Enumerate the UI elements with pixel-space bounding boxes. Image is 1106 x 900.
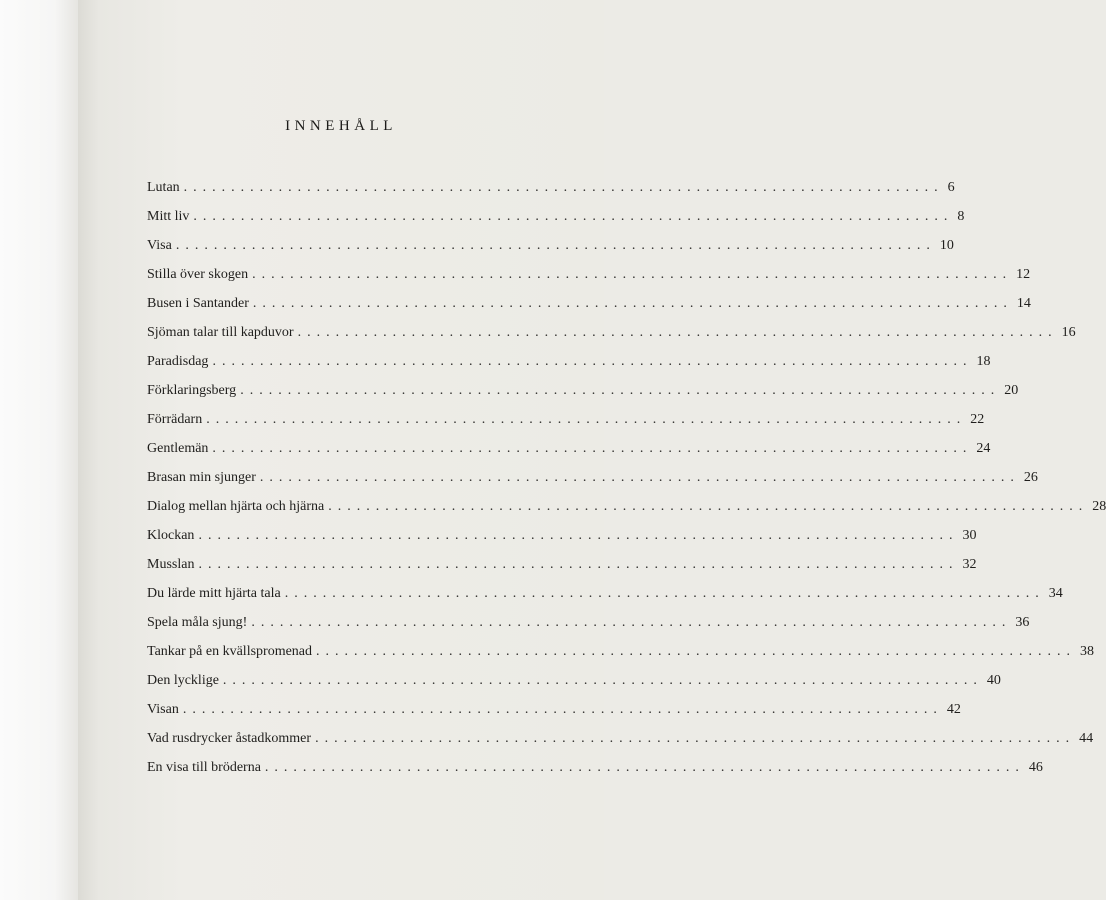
toc-entry-page-number: 24 <box>976 441 991 456</box>
toc-entry <box>147 615 1030 644</box>
dot-leader: ................................................................................ <box>259 470 1020 485</box>
toc-entry-page-number: 36 <box>1015 615 1030 630</box>
toc-entry <box>147 383 1019 412</box>
dot-leader: ................................................................................ <box>222 673 983 688</box>
toc-entry <box>147 470 1038 499</box>
toc-entry-page-number: 40 <box>986 673 1001 688</box>
toc-entry-page-number: 44 <box>1079 731 1094 746</box>
toc-entry-page-number: 10 <box>939 238 954 253</box>
toc-entry-title: Brasan min sjunger <box>147 470 256 485</box>
toc-entry <box>147 238 954 267</box>
toc-entry-title: Förrädarn <box>147 412 203 427</box>
toc-entry-title: Musslan <box>147 557 195 572</box>
dot-leader: ................................................................................ <box>284 586 1045 601</box>
toc-entry <box>147 557 977 586</box>
toc-entry-title: Mitt liv <box>147 209 190 224</box>
toc-entry-page-number: 22 <box>970 412 985 427</box>
toc-entry-title: Paradisdag <box>147 354 209 369</box>
toc-entry-page-number: 38 <box>1080 644 1095 659</box>
toc-entry <box>147 528 977 557</box>
toc-entry-title: Förklaringsberg <box>147 383 237 398</box>
toc-entry-page-number: 34 <box>1048 586 1063 601</box>
toc-entry-title: Tankar på en kvällspromenad <box>147 644 313 659</box>
toc-entry <box>147 412 985 441</box>
toc-entry <box>147 325 1076 354</box>
toc-entry <box>147 586 1063 615</box>
dot-leader: ................................................................................ <box>182 702 943 717</box>
toc-entry <box>147 499 1106 528</box>
dot-leader: ................................................................................ <box>264 760 1025 775</box>
toc-entry-page-number: 26 <box>1023 470 1038 485</box>
toc-entry <box>147 267 1031 296</box>
toc-entry-page-number: 8 <box>957 209 965 224</box>
toc-entry-title: Dialog mellan hjärta och hjärna <box>147 499 325 514</box>
toc-entry <box>147 731 1094 760</box>
toc-entry-page-number: 18 <box>976 354 991 369</box>
toc-entry-page-number: 30 <box>962 528 977 543</box>
dot-leader: ................................................................................ <box>252 267 1013 282</box>
toc-heading: INNEHÅLL <box>285 118 397 134</box>
dot-leader: ................................................................................ <box>252 296 1013 311</box>
toc-entry <box>147 673 1001 702</box>
toc-entry-title: Du lärde mitt hjärta tala <box>147 586 281 601</box>
toc-entry-title: Klockan <box>147 528 195 543</box>
toc-entry-title: Busen i Santander <box>147 296 249 311</box>
toc-entry-page-number: 32 <box>962 557 977 572</box>
toc-entry-title: Vad rusdrycker åstadkommer <box>147 731 312 746</box>
toc-entry-page-number: 6 <box>947 180 955 195</box>
toc-entry-title: Visan <box>147 702 179 717</box>
toc-entry <box>147 702 961 731</box>
toc-entry <box>147 180 955 209</box>
toc-entry-title: Lutan <box>147 180 180 195</box>
dot-leader: ................................................................................ <box>240 383 1001 398</box>
toc-entry-title: Stilla över skogen <box>147 267 249 282</box>
toc-entry-page-number: 14 <box>1016 296 1031 311</box>
toc-entry-page-number: 12 <box>1016 267 1031 282</box>
toc-entry-title: Visa <box>147 238 172 253</box>
toc-entry <box>147 441 991 470</box>
toc-entry-page-number: 20 <box>1004 383 1019 398</box>
toc-entry-title: Spela måla sjung! <box>147 615 248 630</box>
toc-entry-title: Sjöman talar till kapduvor <box>147 325 294 340</box>
dot-leader: ................................................................................ <box>212 441 973 456</box>
dot-leader: ................................................................................ <box>251 615 1012 630</box>
toc-entry <box>147 644 1095 673</box>
dot-leader: ................................................................................ <box>328 499 1089 514</box>
dot-leader: ................................................................................ <box>316 644 1077 659</box>
facing-page-edge <box>0 0 78 900</box>
dot-leader: ................................................................................ <box>212 354 973 369</box>
toc-entry <box>147 354 991 383</box>
dot-leader: ................................................................................ <box>315 731 1076 746</box>
table-of-contents <box>147 180 1106 789</box>
dot-leader: ................................................................................ <box>193 209 954 224</box>
dot-leader: ................................................................................ <box>183 180 944 195</box>
toc-entry <box>147 296 1031 325</box>
dot-leader: ................................................................................ <box>297 325 1058 340</box>
toc-entry-title: Gentlemän <box>147 441 209 456</box>
toc-entry-page-number: 28 <box>1092 499 1106 514</box>
toc-entry-title: Den lycklige <box>147 673 219 688</box>
dot-leader: ................................................................................ <box>175 238 936 253</box>
toc-entry-title: En visa till bröderna <box>147 760 261 775</box>
toc-entry-page-number: 16 <box>1061 325 1076 340</box>
toc-entry-page-number: 42 <box>946 702 961 717</box>
dot-leader: ................................................................................ <box>198 557 959 572</box>
toc-entry <box>147 209 965 238</box>
dot-leader: ................................................................................ <box>198 528 959 543</box>
toc-entry-page-number: 46 <box>1028 760 1043 775</box>
dot-leader: ................................................................................ <box>206 412 967 427</box>
toc-entry <box>147 760 1043 789</box>
